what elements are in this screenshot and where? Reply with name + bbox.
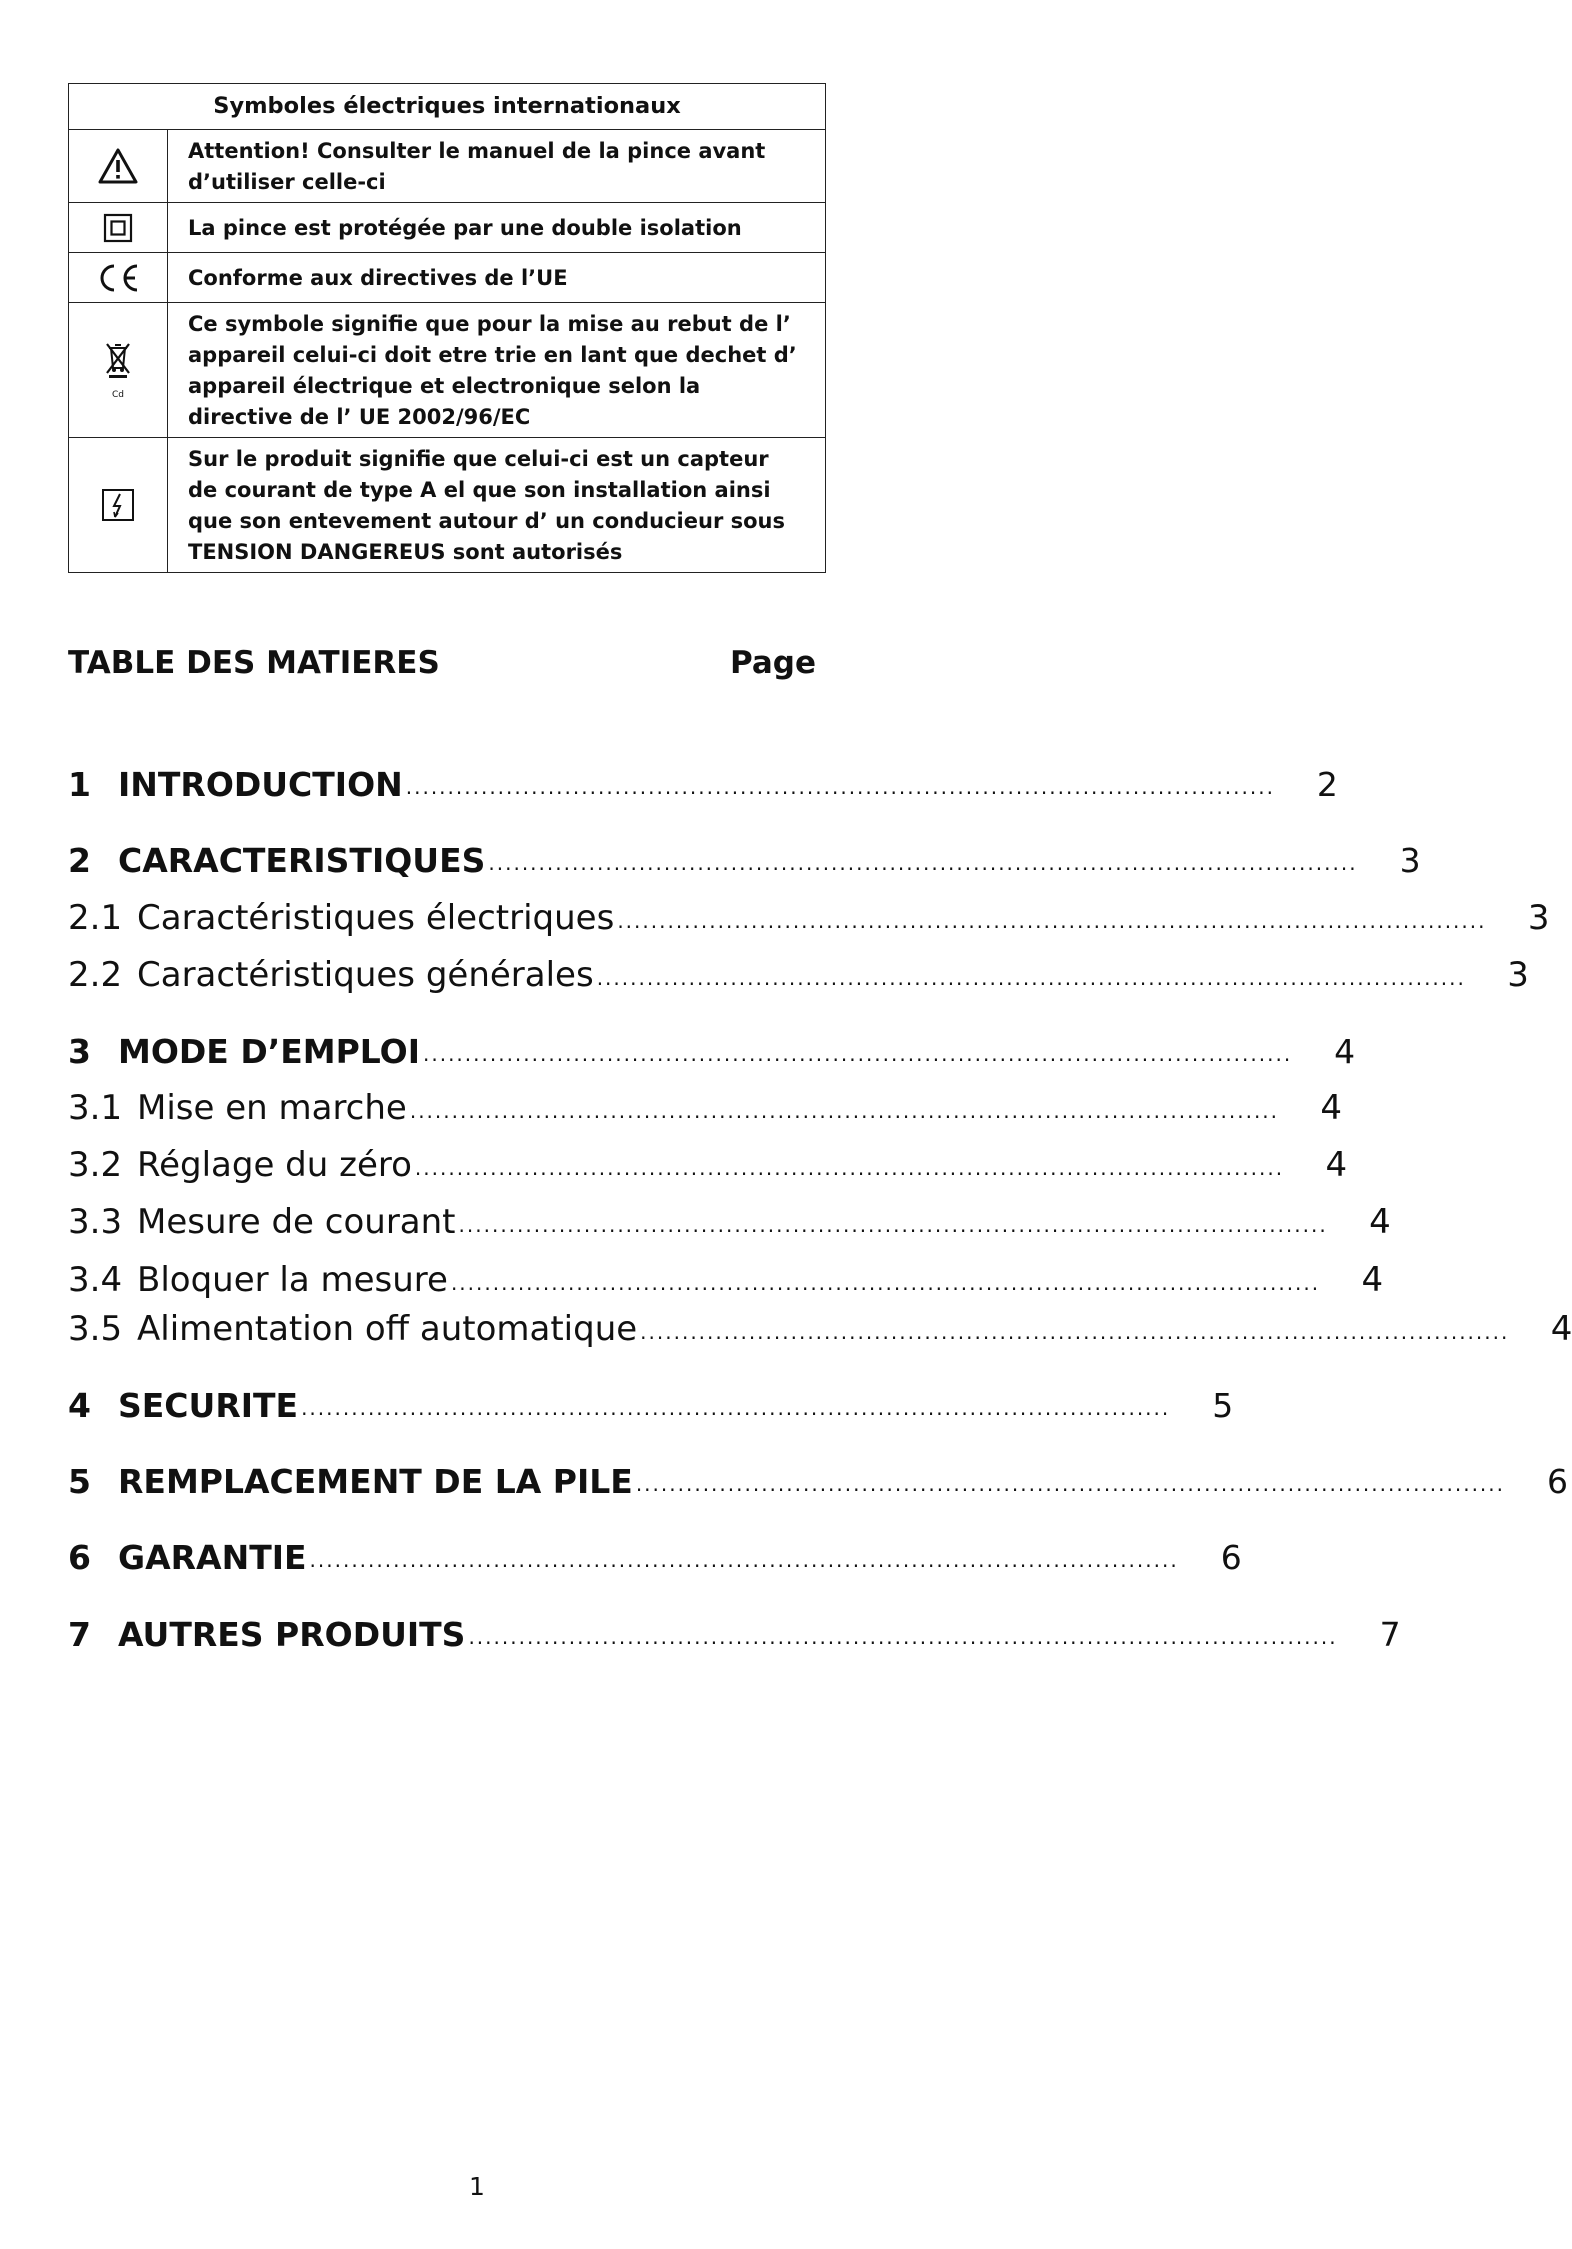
toc-leader-dots: ........................................................................................................	[617, 909, 1487, 933]
toc-entry[interactable]	[68, 951, 1529, 995]
hazardous-live-conductor-icon	[69, 438, 168, 573]
toc-entry-title: REMPLACEMENT DE LA PILE	[118, 1462, 633, 1501]
toc-leader-dots: ........................................................................................................	[488, 851, 1358, 875]
toc-title: TABLE DES MATIERES	[68, 645, 440, 681]
double-insulation-icon	[69, 203, 168, 253]
toc-entry-page: 3	[1527, 898, 1550, 938]
toc-entry-number: 7	[68, 1615, 91, 1654]
toc-leader-dots: ........................................................................................................	[301, 1396, 1171, 1420]
toc-entry[interactable]	[68, 1610, 1401, 1654]
toc-entry-page: 7	[1379, 1615, 1401, 1654]
symbol-description: Ce symbole signifie que pour la mise au rebut de l’ appareil celui-ci doit etre trie en lant que dechet d’ appareil électrique et electronique selon la directive de l’ UE 2002/96/EC	[168, 303, 826, 438]
toc-entry[interactable]	[68, 760, 1338, 804]
toc-entry[interactable]	[68, 1305, 1572, 1349]
symbols-table-row	[69, 203, 826, 253]
toc-entry-page: 4	[1550, 1309, 1572, 1349]
toc-entry[interactable]	[68, 1457, 1568, 1501]
toc-entry-title: MODE D’EMPLOI	[118, 1032, 420, 1071]
page-number: 1	[469, 2172, 485, 2201]
ce-mark-icon	[69, 253, 168, 303]
toc-leader-dots: ........................................................................................................	[414, 1156, 1285, 1180]
toc-entry[interactable]	[68, 1198, 1391, 1242]
toc-entry-number: 3.2	[68, 1145, 123, 1185]
symbols-table	[68, 83, 826, 573]
toc-entry[interactable]	[68, 1533, 1242, 1577]
toc-leader-dots: ........................................................................................................	[640, 1320, 1510, 1344]
toc-entry-page: 4	[1369, 1202, 1391, 1242]
toc-entry-page: 4	[1361, 1260, 1384, 1300]
warning-triangle-icon	[69, 130, 168, 203]
toc-entry-number: 4	[68, 1386, 91, 1425]
symbols-table-row	[69, 253, 826, 303]
toc-entry-number: 6	[68, 1538, 91, 1577]
symbol-description: Conforme aux directives de l’UE	[168, 253, 826, 303]
toc-entry-title: Caractéristiques électriques	[137, 898, 615, 938]
toc-entry[interactable]	[68, 1084, 1343, 1128]
toc-leader-dots: ........................................................................................................	[409, 1099, 1280, 1123]
toc-entry-title: Bloquer la mesure	[137, 1260, 448, 1300]
symbols-table-row	[69, 438, 826, 573]
symbols-table-row	[69, 303, 826, 438]
toc-entry-number: 3.1	[68, 1088, 123, 1128]
toc-leader-dots: ........................................................................................................	[635, 1472, 1505, 1496]
toc-leader-dots: ........................................................................................................	[458, 1213, 1328, 1237]
crossed-bin-icon	[69, 303, 168, 438]
toc-entry-title: SECURITE	[118, 1386, 299, 1425]
symbols-table-row	[69, 130, 826, 203]
toc-entry-title: Alimentation off automatique	[137, 1309, 638, 1349]
toc-entry-title: INTRODUCTION	[118, 765, 403, 804]
toc-entry-number: 2.1	[68, 898, 123, 938]
toc-entry[interactable]	[68, 1381, 1234, 1425]
toc-entry[interactable]	[68, 1141, 1348, 1185]
toc-leader-dots: ........................................................................................................	[468, 1625, 1338, 1649]
toc-entry[interactable]	[68, 836, 1421, 880]
symbol-description: Sur le produit signifie que celui-ci est un capteur de courant de type A el que son installation ainsi que son entevement autour d’ un conducieur sous TENSION DANGEREUS sont autorisés	[168, 438, 826, 573]
symbols-table-header: Symboles électriques internationaux	[69, 84, 826, 130]
toc-entry-title: Mise en marche	[137, 1088, 407, 1128]
toc-entry-title: AUTRES PRODUITS	[118, 1615, 466, 1654]
toc-entry-number: 3.3	[68, 1202, 123, 1242]
toc-entry-number: 3	[68, 1032, 91, 1071]
toc-entry-title: Caractéristiques générales	[137, 955, 594, 995]
toc-entry[interactable]	[68, 894, 1550, 938]
toc-entry-page: 3	[1507, 955, 1529, 995]
toc-entry-number: 2	[68, 841, 91, 880]
toc-entry-page: 4	[1325, 1145, 1348, 1185]
toc-entry-title: CARACTERISTIQUES	[118, 841, 486, 880]
toc-entry-page: 2	[1316, 765, 1338, 804]
symbol-description: La pince est protégée par une double isolation	[168, 203, 826, 253]
toc-entry-number: 3.5	[68, 1309, 123, 1349]
toc-entry-title: Mesure de courant	[137, 1202, 456, 1242]
toc-entry-page: 6	[1220, 1538, 1242, 1577]
toc-entry-number: 1	[68, 765, 91, 804]
toc-entry-number: 3.4	[68, 1260, 123, 1300]
toc-entry-page: 6	[1547, 1462, 1568, 1501]
toc-entry-number: 2.2	[68, 955, 123, 995]
toc-entry-title: GARANTIE	[118, 1538, 307, 1577]
toc-entry[interactable]	[68, 1256, 1384, 1300]
toc-entry-page: 3	[1399, 841, 1421, 880]
toc-leader-dots: ........................................................................................................	[423, 1042, 1293, 1066]
toc-header	[68, 645, 816, 681]
crossed-bin-label: Cd	[112, 390, 124, 400]
toc-leader-dots: ........................................................................................................	[450, 1271, 1321, 1295]
toc-entry-page: 5	[1212, 1386, 1234, 1425]
toc-leader-dots: ........................................................................................................	[309, 1548, 1179, 1572]
toc-entry-title: Réglage du zéro	[137, 1145, 412, 1185]
toc-leader-dots: ........................................................................................................	[405, 775, 1275, 799]
toc-page-label: Page	[729, 645, 816, 681]
toc-entry-page: 4	[1320, 1088, 1343, 1128]
symbol-description: Attention! Consulter le manuel de la pince avant d’utiliser celle-ci	[168, 130, 826, 203]
toc-entry-number: 5	[68, 1462, 91, 1501]
toc-entry-page: 4	[1334, 1032, 1356, 1071]
toc-entry[interactable]	[68, 1027, 1356, 1071]
toc-leader-dots: ........................................................................................................	[596, 966, 1466, 990]
